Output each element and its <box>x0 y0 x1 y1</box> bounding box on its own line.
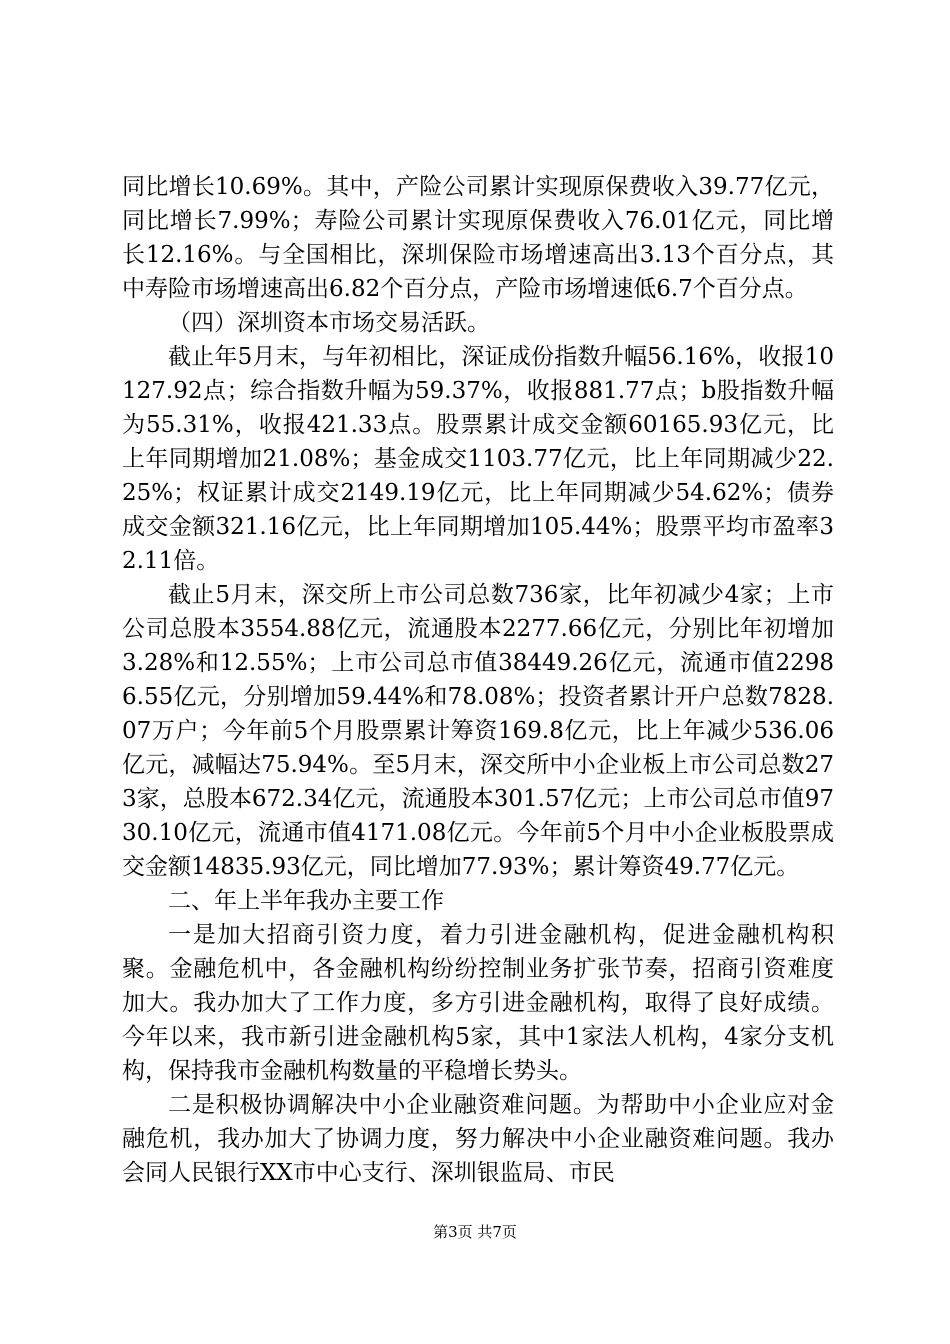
paragraph-investment-attraction: 一是加大招商引资力度，着力引进金融机构，促进金融机构积聚。金融危机中，各金融机构纷纷控制业务扩张节奏，招商引资难度加大。我办加大了工作力度，多方引进金融机构，取得了良好成绩。今年以来，我市新引进金融机构5家，其中1家法人机构，4家分支机构，保持我市金融机构数量的平稳增长势头。 <box>122 922 834 1084</box>
page-footer: 第3页 共7页 <box>433 1223 517 1241</box>
section-heading-main-work: 二、年上半年我办主要工作 <box>168 888 444 914</box>
document-body <box>122 170 834 1190</box>
paragraph-sme-financing: 二是积极协调解决中小企业融资难问题。为帮助中小企业应对金融危机，我办加大了协调力度，努力解决中小企业融资难问题。我办会同人民银行XX市中心支行、深圳银监局、市民 <box>122 1092 834 1186</box>
section-heading-capital-market: （四）深圳资本市场交易活跃。 <box>168 310 490 336</box>
paragraph-index-performance: 截止年5月末，与年初相比，深证成份指数升幅56.16%，收报10127.92点；综合指数升幅为59.37%，收报881.77点；b股指数升幅为55.31%，收报421.33点。股票累计成交金额60165.93亿元，比上年同期增加21.08%；基金成交1103.77亿元，比上年同期减少22.25%；权证累计成交2149.19亿元，比上年同期减少54.62%；债券成交金额321.16亿元，比上年同期增加105.44%；股票平均市盈率32.11倍。 <box>122 344 834 574</box>
paragraph-insurance-growth: 同比增长10.69%。其中，产险公司累计实现原保费收入39.77亿元，同比增长7.99%；寿险公司累计实现原保费收入76.01亿元，同比增长12.16%。与全国相比，深圳保险市场增速高出3.13个百分点，其中寿险市场增速高出6.82个百分点，产险市场增速低6.7个百分点。 <box>122 174 834 302</box>
paragraph-listed-companies: 截止5月末，深交所上市公司总数736家，比年初减少4家；上市公司总股本3554.88亿元，流通股本2277.66亿元，分别比年初增加3.28%和12.55%；上市公司总市值38449.26亿元，流通市值22986.55亿元，分别增加59.44%和78.08%；投资者累计开户总数7828.07万户；今年前5个月股票累计筹资169.8亿元，比上年减少536.06亿元，减幅达75.94%。至5月末，深交所中小企业板上市公司总数273家，总股本672.34亿元，流通股本301.57亿元；上市公司总市值9730.10亿元，流通市值4171.08亿元。今年前5个月中小企业板股票成交金额14835.93亿元，同比增加77.93%；累计筹资49.77亿元。 <box>122 582 834 880</box>
